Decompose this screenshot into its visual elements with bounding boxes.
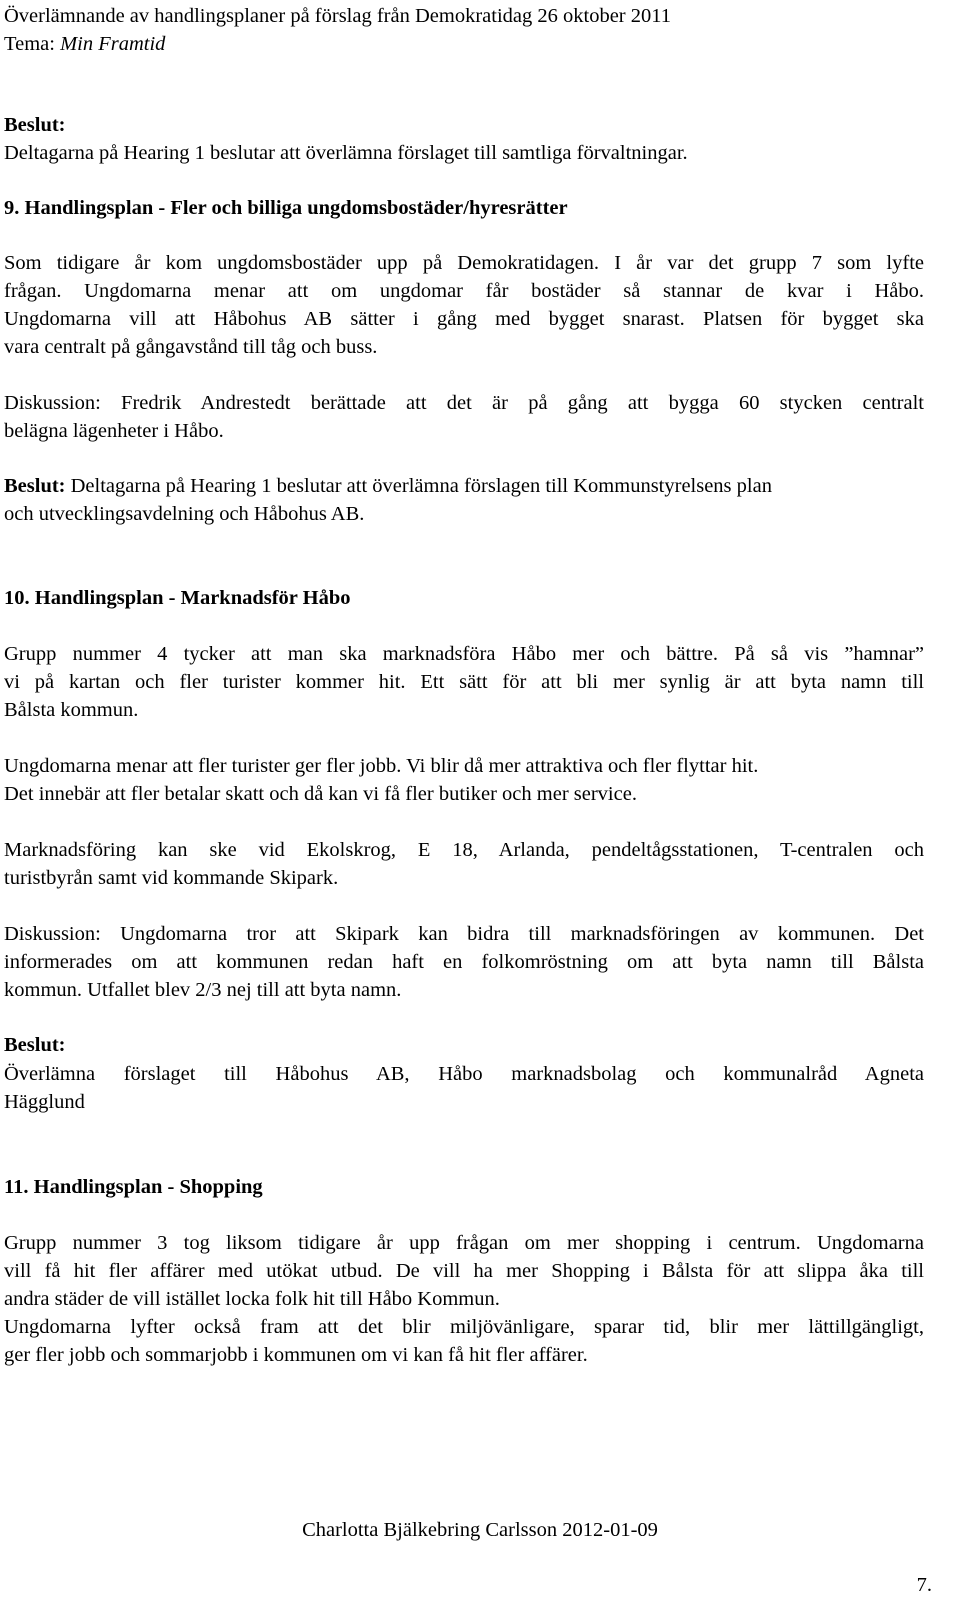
s10-beslut-line-2: Hägglund (4, 1091, 85, 1113)
s8-beslut-text: Deltagarna på Hearing 1 beslutar att överlämna förslaget till samtliga förvaltningar. (4, 142, 688, 164)
s10-p1-line-2: vi på kartan och fler turister kommer hit. Ett sätt för att bli mer synlig är att byta namn till (4, 671, 924, 693)
s10-discussion-line-2: informerades om att kommunen redan haft en folkomröstning om att byta namn till Bålsta (4, 951, 924, 973)
header-theme-label: Tema: (4, 33, 61, 55)
s9-discussion-line-1: Diskussion: Fredrik Andrestedt berättade att det är på gång att bygga 60 stycken centralt (4, 392, 924, 414)
s11-p2-line-2: ger fler jobb och sommarjobb i kommunen om vi kan få hit fler affärer. (4, 1344, 588, 1366)
s10-p1-line-1: Grupp nummer 4 tycker att man ska marknadsföra Håbo mer och bättre. På så vis ”hamnar” (4, 643, 924, 665)
s10-p1-line-3: Bålsta kommun. (4, 699, 139, 721)
header-line-2 (4, 34, 165, 55)
s9-beslut-label: Beslut: (4, 475, 66, 497)
header-theme-value: Min Framtid (60, 33, 166, 55)
s9-beslut-text: Deltagarna på Hearing 1 beslutar att överlämna förslagen till Kommunstyrelsens plan (65, 475, 772, 497)
s11-p2-line-1: Ungdomarna lyfter också fram att det blir miljövänligare, sparar tid, blir mer lättillgängligt, (4, 1316, 924, 1338)
s9-beslut-line-2: och utvecklingsavdelning och Håbohus AB. (4, 503, 365, 525)
s11-p1-line-3: andra städer de vill istället locka folk hit till Håbo Kommun. (4, 1288, 500, 1310)
s9-discussion-line-2: belägna lägenheter i Håbo. (4, 420, 224, 442)
footer-author-date: Charlotta Bjälkebring Carlsson 2012-01-09 (302, 1519, 658, 1541)
s10-beslut-label: Beslut: (4, 1034, 66, 1056)
s11-p1-line-1: Grupp nummer 3 tog liksom tidigare år upp frågan om mer shopping i centrum. Ungdomarna (4, 1232, 924, 1254)
s9-p1-line-3: Ungdomarna vill att Håbohus AB sätter i gång med bygget snarast. Platsen för bygget ska (4, 308, 924, 330)
header-line-1: Överlämnande av handlingsplaner på förslag från Demokratidag 26 oktober 2011 (4, 5, 671, 27)
page-number: 7. (916, 1574, 932, 1596)
s10-p2-line-1: Ungdomarna menar att fler turister ger fler jobb. Vi blir då mer attraktiva och fler flyttar hit. (4, 755, 759, 777)
s9-p1-line-1: Som tidigare år kom ungdomsbostäder upp på Demokratidagen. I år var det grupp 7 som lyfte (4, 252, 924, 274)
s11-heading: 11. Handlingsplan - Shopping (4, 1176, 263, 1198)
s10-discussion-line-3: kommun. Utfallet blev 2/3 nej till att byta namn. (4, 979, 402, 1001)
s9-p1-line-4: vara centralt på gångavstånd till tåg och buss. (4, 336, 378, 358)
s9-beslut-line-1 (4, 476, 772, 497)
s9-p1-line-2: frågan. Ungdomarna menar att om ungdomar får bostäder så stannar de kvar i Håbo. (4, 280, 924, 302)
s10-p3-line-2: turistbyrån samt vid kommande Skipark. (4, 867, 339, 889)
s10-heading: 10. Handlingsplan - Marknadsför Håbo (4, 587, 351, 609)
s10-beslut-line-1: Överlämna förslaget till Håbohus AB, Håbo marknadsbolag och kommunalråd Agneta (4, 1063, 924, 1085)
s10-p3-line-1: Marknadsföring kan ske vid Ekolskrog, E 18, Arlanda, pendeltågsstationen, T-centralen och (4, 839, 924, 861)
s9-heading: 9. Handlingsplan - Fler och billiga ungdomsbostäder/hyresrätter (4, 197, 568, 219)
s8-beslut-label: Beslut: (4, 114, 66, 136)
s10-discussion-line-1: Diskussion: Ungdomarna tror att Skipark kan bidra till marknadsföringen av kommunen. Det (4, 923, 924, 945)
s11-p1-line-2: vill få hit fler affärer med utökat utbud. De vill ha mer Shopping i Bålsta för att slippa åka till (4, 1260, 924, 1282)
s10-p2-line-2: Det innebär att fler betalar skatt och då kan vi få fler butiker och mer service. (4, 783, 637, 805)
